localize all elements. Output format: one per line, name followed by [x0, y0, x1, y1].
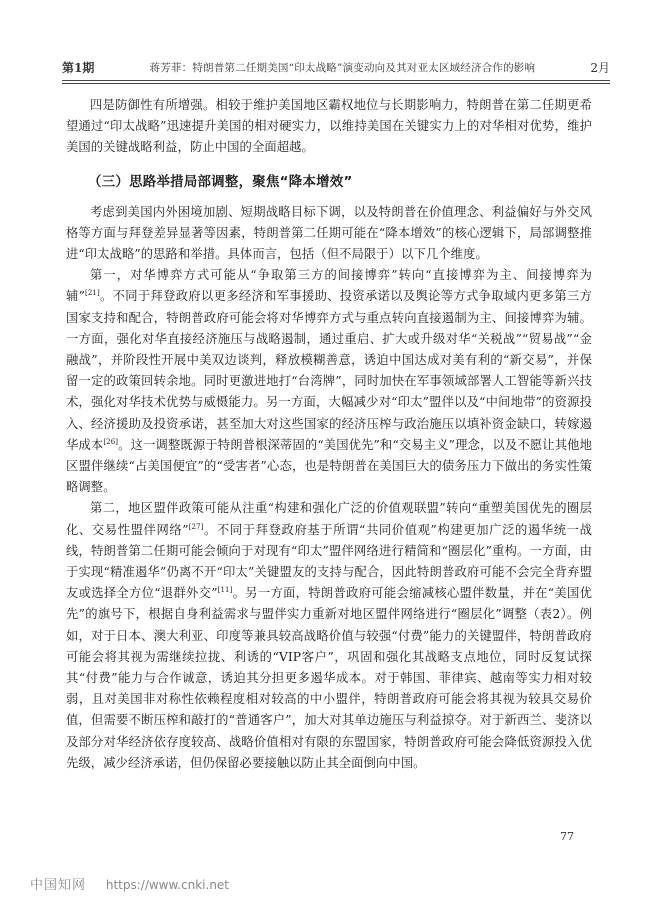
page-number: 77	[560, 830, 574, 843]
text-segment: 第一，对华博弈方式可能从“争取第三方的间接博弈”转向“直接博弈为主、间接博弈为辅”	[66, 268, 592, 304]
paragraph-first-point	[66, 265, 592, 498]
section-heading: （三）思路举措局部调整，聚焦“降本增效”	[88, 174, 353, 190]
header-rule-top	[62, 80, 610, 81]
citation-ref[interactable]: [21]	[85, 289, 100, 298]
running-header	[62, 56, 610, 78]
paragraph-second-point	[66, 498, 592, 774]
citation-ref[interactable]: [26]	[103, 437, 119, 446]
text-segment: 第二，地区盟伴政策可能从注重“构建和强化广泛的价值观联盟”转向“重塑美国优先的圈层化、交易性盟伴网络”	[66, 501, 592, 537]
issue-month: 2月	[590, 60, 610, 75]
paragraph-intro: 考虑到美国内外困境加剧、短期战略目标下调，以及特朗普在价值理念、利益偏好与外交风格等方面与拜登差异显著等因素，特朗普第二任期可能在“降本增效”的核心逻辑下，局部调整推进“印太战略”的思路和举措。具体而言，包括（但不局限于）以下几个维度。	[66, 204, 592, 262]
text-segment: 。另一方面，特朗普政府可能会缩减核心盟伴数量，并在“美国优先”的旗号下，根据自身利益需求与盟伴实力重新对地区盟伴网络进行“圈层化”调整（表2）。例如，对于日本、澳大利亚、印度等兼具较高战略价值与较强“付费”能力的关键盟伴，特朗普政府可能会将其视为需继续拉拢、利诱的“VIP客户”，巩固和强化其战略支点地位，同时反复试探其“付费”能力与合作诚意，诱迫其分担更多遏华成本。对于韩国、菲律宾、越南等实力相对较弱，且对美国非对称性依赖程度相对较高的中小盟伴，特朗普政府可能会将其视为较具交易价值，但需要不断压榨和敲打的“普通客户”，加大对其单边施压与利益掠夺。对于新西兰、斐济以及部分对华经济依存度较高、战略价值相对有限的东盟国家，特朗普政府可能会降低资源投入优先级，减少经济承诺，但仍保留必要接触以防止其全面倒向中国。	[66, 586, 592, 770]
header-rule-bottom	[62, 83, 610, 84]
article-body	[66, 95, 592, 774]
text-segment: 。这一调整既源于特朗普根深蒂固的“美国优先”和“交易主义”理念，以及不愿让其他地区盟伴继续“占美国便宜”的“受害者”心态，也是特朗普在美国巨大的债务压力下做出的务实性策略调整。	[66, 437, 592, 495]
text-segment: 。不同于拜登政府基于所谓“共同价值观”构建更加广泛的遏华统一战线，特朗普第二任期可能会倾向于对现有“印太”盟伴网络进行精简和“圈层化”重构。一方面，由于实现“精准遏华”仍离不开“印太”关键盟友的支持与配合，因此特朗普政府可能不会完全背弃盟友或选择全方位“退群外交”	[66, 522, 592, 601]
footer-watermark	[30, 874, 229, 893]
article-running-title: 蒋芳菲：特朗普第二任期美国“印太战略”演变动向及其对亚太区域经济合作的影响	[149, 61, 536, 74]
cnki-logo-text: 中国知网	[30, 878, 87, 893]
issue-number: 第1期	[62, 60, 95, 75]
citation-ref[interactable]: [11]	[217, 586, 233, 595]
cnki-url[interactable]: https://www.cnki.net	[105, 878, 230, 892]
citation-ref[interactable]: [27]	[188, 522, 204, 531]
paragraph-defensive: 四是防御性有所增强。相较于维护美国地区霸权地位与长期影响力，特朗普在第二任期更希望通过“印太战略”迅速提升美国的相对硬实力，以维持美国在关键实力上的对华相对优势，维护美国的关键战略利益，防止中国的全面超越。	[66, 98, 592, 155]
text-segment: 。不同于拜登政府以更多经济和军事援助、投资承诺以及舆论等方式争取域内更多第三方国家支持和配合，特朗普政府可能会将对华博弈方式与重点转向直接遏制为主、间接博弈为辅。一方面，强化对华直接经济施压与战略遏制，通过重启、扩大或升级对华“关税战”“贸易战”“金融战”，并阶段性开展中美双边谈判，释放模糊善意，诱迫中国达成对美有利的“新交易”，并保留一定的政策回转余地。同时更激进地打“台湾牌”，同时加快在军事领域部署人工智能等新兴技术，强化对华技术优势与威慑能力。另一方面，大幅减少对“印太”盟伴以及“中间地带”的资源投入、经济援助及投资承诺，甚至加大对这些国家的经济压榨与政治施压以填补资金缺口，转嫁遏华成本	[66, 289, 592, 452]
